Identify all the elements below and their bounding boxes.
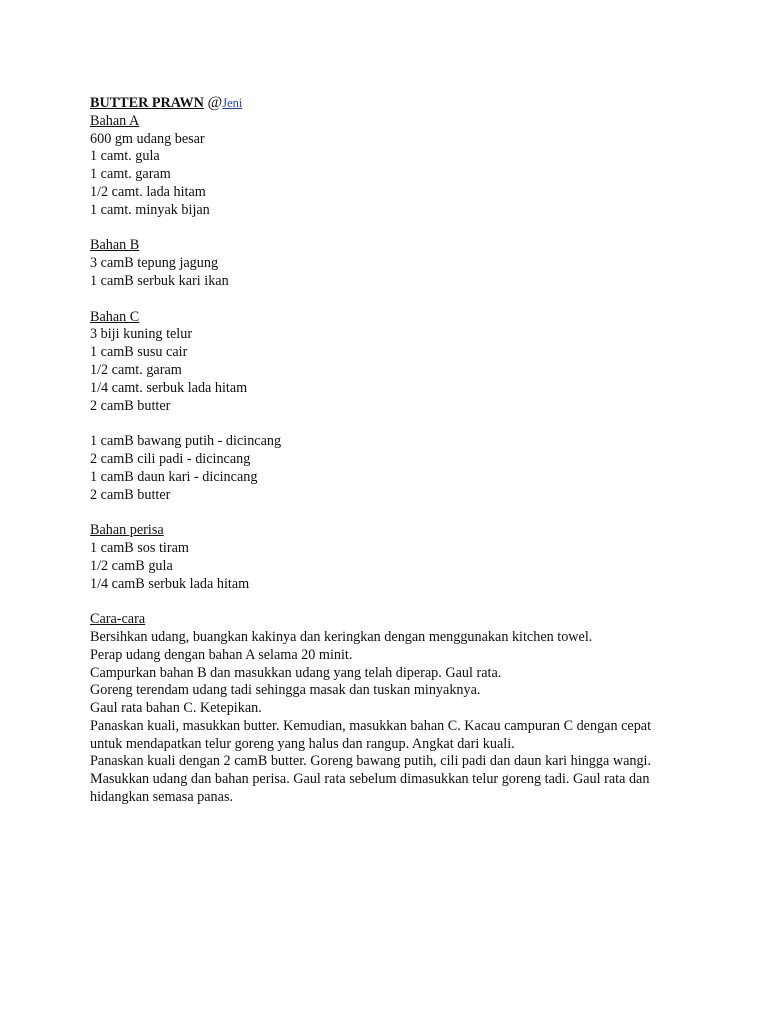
cara-step: Gaul rata bahan C. Ketepikan. [90,700,262,717]
recipe-title: BUTTER PRAWN [90,95,204,111]
bahan-b-heading: Bahan B [90,237,140,254]
cara-step: Campurkan bahan B dan masukkan udang yang telah diperap. Gaul rata. [90,664,502,681]
bahan-a-item: 1 camt. gula [90,148,160,165]
cara-step: Panaskan kuali, masukkan butter. Kemudian, masukkan bahan C. Kacau campuran C dengan cepat untuk mendapatkan telur goreng yang halus dan rangup. Angkat dari kuali. [90,717,652,752]
title-line [90,94,690,113]
bahan-c-item: 1/4 camt. serbuk lada hitam [90,379,248,396]
bahan-d-item: 2 camB cili padi - dicincang [90,450,251,467]
spacer [90,415,690,433]
bahan-c-item: 2 camB butter [90,397,171,414]
bahan-b-item: 1 camB serbuk kari ikan [90,272,229,289]
bahan-a-item: 1 camt. minyak bijan [90,201,210,218]
bahan-c-item: 3 biji kuning telur [90,326,193,343]
bahan-a-item: 1/2 camt. lada hitam [90,183,206,200]
spacer [90,593,690,611]
spacer [90,504,690,522]
cara-step: Goreng terendam udang tadi sehingga masak dan tuskan minyaknya. [90,682,481,699]
cara-step: Bersihkan udang, buangkan kakinya dan keringkan dengan menggunakan kitchen towel. [90,628,593,645]
bahan-c-heading: Bahan C [90,308,140,325]
bahan-d-item: 1 camB bawang putih - dicincang [90,433,282,450]
bahan-d-item: 2 camB butter [90,486,171,503]
recipe-document [90,94,690,807]
bahan-a-heading: Bahan A [90,112,140,129]
bahan-perisa-item: 1 camB sos tiram [90,539,189,556]
bahan-b-item: 3 camB tepung jagung [90,255,219,272]
at-symbol: @ [207,94,223,111]
spacer [90,291,690,309]
bahan-a-item: 600 gm udang besar [90,130,205,147]
bahan-d-item: 1 camB daun kari - dicincang [90,468,258,485]
bahan-c-item: 1/2 camt. garam [90,361,182,378]
bahan-a-item: 1 camt. garam [90,166,171,183]
author-link[interactable]: Jeni [222,96,243,110]
bahan-c-item: 1 camB susu cair [90,344,188,361]
cara-heading: Cara-cara [90,611,146,628]
bahan-perisa-heading: Bahan perisa [90,522,164,539]
cara-step: Perap udang dengan bahan A selama 20 minit. [90,646,353,663]
bahan-perisa-item: 1/2 camB gula [90,557,173,574]
spacer [90,220,690,238]
bahan-perisa-item: 1/4 camB serbuk lada hitam [90,575,250,592]
cara-step: Panaskan kuali dengan 2 camB butter. Goreng bawang putih, cili padi dan daun kari hingga wangi. Masukkan udang dan bahan perisa. Gaul rata sebelum dimasukkan telur goreng tadi. Gaul rata dan hidangkan semasa panas. [90,753,652,806]
